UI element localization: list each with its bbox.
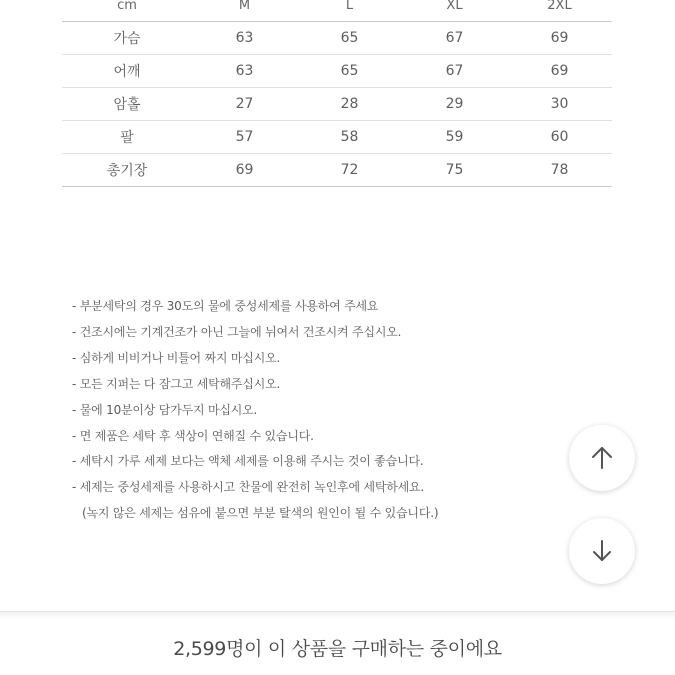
cell-value: 28	[297, 88, 402, 121]
scroll-to-bottom-button[interactable]	[569, 518, 635, 584]
header-size-m: M	[192, 0, 297, 22]
care-note: - 건조시에는 기계건조가 아닌 그늘에 뉘여서 건조시켜 주십시오.	[72, 324, 402, 339]
cell-value: 58	[297, 121, 402, 154]
arrow-up-icon	[588, 444, 616, 472]
cell-value: 67	[402, 22, 507, 55]
size-table	[62, 0, 612, 187]
cell-value: 67	[402, 55, 507, 88]
care-note: - 면 제품은 세탁 후 색상이 연해질 수 있습니다.	[72, 428, 314, 443]
scroll-to-top-button[interactable]	[569, 425, 635, 491]
buying-now-text: 2,599명이 이 상품을 구매하는 중이에요	[173, 638, 502, 660]
care-instructions	[72, 294, 438, 527]
cell-value: 60	[507, 121, 612, 154]
care-note: - 심하게 비비거나 비틀어 짜지 마십시오.	[72, 350, 281, 365]
care-note: - 부분세탁의 경우 30도의 물에 중성세제를 사용하여 주세요	[72, 299, 379, 313]
cell-value: 63	[192, 22, 297, 55]
row-label: 팔	[62, 121, 192, 154]
cell-value: 57	[192, 121, 297, 154]
cell-value: 30	[507, 88, 612, 121]
cell-value: 75	[402, 154, 507, 187]
care-note: - 세제는 중성세제를 사용하시고 찬물에 완전히 녹인후에 세탁하세요.	[72, 480, 425, 495]
row-label: 암홀	[62, 88, 192, 121]
table-row	[62, 121, 612, 154]
table-row	[62, 88, 612, 121]
size-table-header	[62, 0, 612, 22]
row-label: 가슴	[62, 22, 192, 55]
table-row	[62, 154, 612, 187]
care-note: - 물에 10분이상 담가두지 마십시오.	[72, 402, 258, 417]
table-row	[62, 55, 612, 88]
cell-value: 69	[507, 22, 612, 55]
cell-value: 69	[507, 55, 612, 88]
care-note: (녹지 않은 세제는 섬유에 붙으면 부분 탈색의 원인이 될 수 있습니다.)	[82, 506, 439, 521]
buying-now-banner	[0, 620, 675, 675]
cell-value: 29	[402, 88, 507, 121]
care-note: - 세탁시 가루 세제 보다는 액체 세제를 이용해 주시는 것이 좋습니다.	[72, 454, 424, 469]
care-note: - 모든 지퍼는 다 잠그고 세탁해주십시오.	[72, 376, 281, 391]
section-divider	[0, 611, 675, 620]
cell-value: 27	[192, 88, 297, 121]
table-row	[62, 22, 612, 55]
cell-value: 59	[402, 121, 507, 154]
cell-value: 65	[297, 55, 402, 88]
arrow-down-icon	[588, 537, 616, 565]
header-unit: cm	[62, 0, 192, 22]
header-size-l: L	[297, 0, 402, 22]
cell-value: 63	[192, 55, 297, 88]
row-label: 어깨	[62, 55, 192, 88]
header-size-2xl: 2XL	[507, 0, 612, 22]
cell-value: 72	[297, 154, 402, 187]
cell-value: 78	[507, 154, 612, 187]
cell-value: 65	[297, 22, 402, 55]
row-label: 총기장	[62, 154, 192, 187]
header-size-xl: XL	[402, 0, 507, 22]
cell-value: 69	[192, 154, 297, 187]
